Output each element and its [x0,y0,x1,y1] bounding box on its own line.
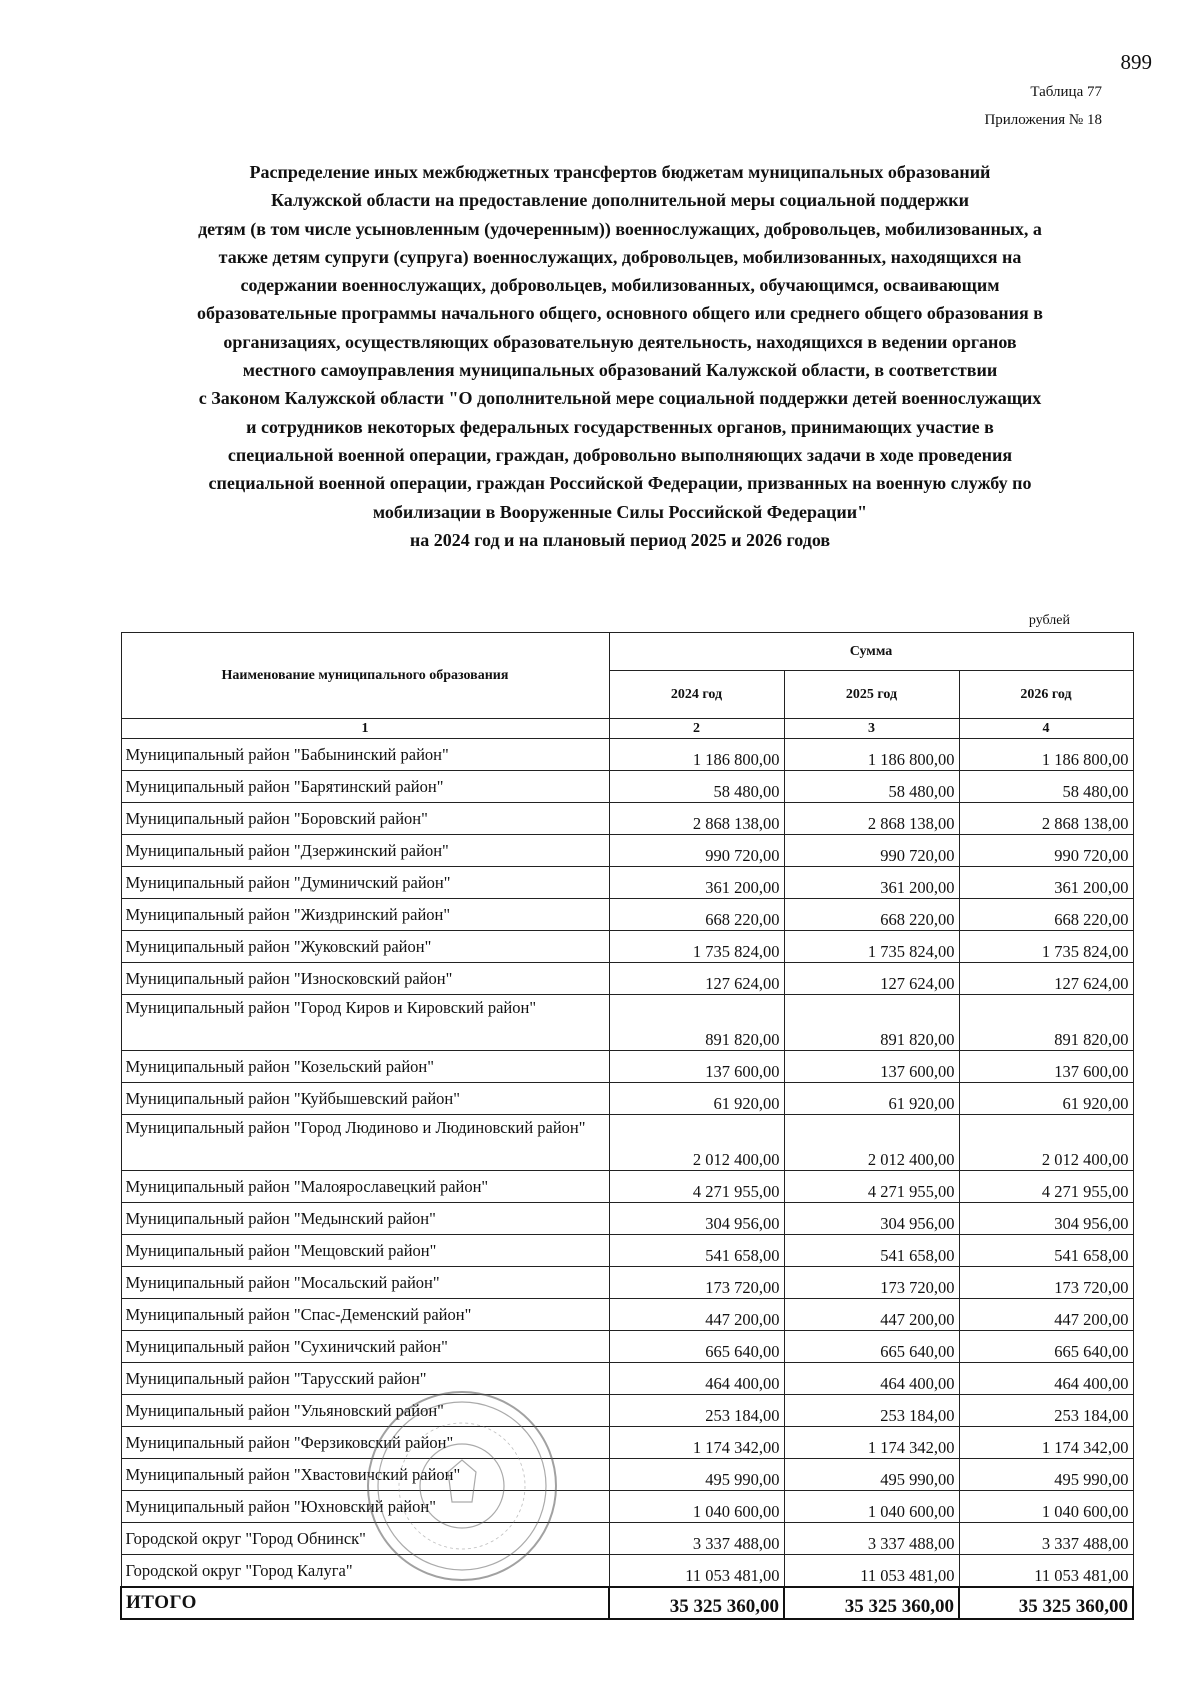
amount-2026: 668 220,00 [959,899,1133,931]
table-row [121,1523,1133,1555]
title-line: специальной военной операции, граждан, добровольно выполняющих задачи в ходе проведения [227,444,1013,465]
municipality-name: Муниципальный район "Бабынинский район" [121,739,609,771]
amount-2024: 11 053 481,00 [609,1555,784,1587]
title-line: образовательные программы начального общего, основного общего или среднего общего образования в [197,303,1043,324]
amount-2025: 668 220,00 [784,899,959,931]
table-row [121,867,1133,899]
total-2025: 35 325 360,00 [784,1587,959,1619]
amount-2026: 3 337 488,00 [959,1523,1133,1555]
amount-2025: 1 174 342,00 [784,1427,959,1459]
appendix-number: Приложения № 18 [984,112,1102,128]
amount-2024: 990 720,00 [609,835,784,867]
title-line: также детям супруги (супруга) военнослужащих, добровольцев, мобилизованных, находящихся на [218,246,1022,267]
page-number: 899 [1120,50,1152,74]
header-2025: 2025 год [784,671,959,719]
title-line: специальной военной операции, граждан Российской Федерации, призванных на военную службу по [208,473,1032,494]
municipality-name: Муниципальный район "Город Людиново и Людиновский район" [121,1115,609,1171]
amount-2026: 58 480,00 [959,771,1133,803]
table-row [121,803,1133,835]
header-2026: 2026 год [959,671,1133,719]
amount-2025: 137 600,00 [784,1051,959,1083]
units-label: рублей [1028,613,1070,628]
table-row [121,1395,1133,1427]
table-row [121,899,1133,931]
amount-2024: 4 271 955,00 [609,1171,784,1203]
table-row [121,1331,1133,1363]
amount-2025: 665 640,00 [784,1331,959,1363]
municipality-name: Муниципальный район "Жиздринский район" [121,899,609,931]
table-row [121,995,1133,1051]
amount-2025: 1 040 600,00 [784,1491,959,1523]
amount-2026: 541 658,00 [959,1235,1133,1267]
amount-2026: 304 956,00 [959,1203,1133,1235]
title-line: детям (в том числе усыновленным (удочеренным)) военнослужащих, добровольцев, мобилизованных, а [198,218,1042,239]
municipality-name: Городской округ "Город Обнинск" [121,1523,609,1555]
amount-2024: 361 200,00 [609,867,784,899]
amount-2024: 58 480,00 [609,771,784,803]
amount-2025: 2 012 400,00 [784,1115,959,1171]
amount-2025: 3 337 488,00 [784,1523,959,1555]
amount-2024: 1 040 600,00 [609,1491,784,1523]
municipality-name: Муниципальный район "Ферзиковский район" [121,1427,609,1459]
table-row [121,1235,1133,1267]
amount-2025: 173 720,00 [784,1267,959,1299]
amount-2026: 4 271 955,00 [959,1171,1133,1203]
municipality-name: Муниципальный район "Дзержинский район" [121,835,609,867]
municipality-name: Муниципальный район "Мещовский район" [121,1235,609,1267]
amount-2025: 127 624,00 [784,963,959,995]
amount-2025: 1 735 824,00 [784,931,959,963]
table-row [121,1171,1133,1203]
amount-2025: 4 271 955,00 [784,1171,959,1203]
amount-2025: 495 990,00 [784,1459,959,1491]
amount-2024: 253 184,00 [609,1395,784,1427]
amount-2024: 447 200,00 [609,1299,784,1331]
title-line: мобилизации в Вооруженные Силы Российской Федерации" [372,501,868,522]
amount-2025: 541 658,00 [784,1235,959,1267]
municipality-name: Муниципальный район "Мосальский район" [121,1267,609,1299]
amount-2026: 891 820,00 [959,995,1133,1051]
title-line: Калужской области на предоставление дополнительной меры социальной поддержки [270,190,970,211]
municipality-name: Муниципальный район "Хвастовичский район" [121,1459,609,1491]
amount-2024: 891 820,00 [609,995,784,1051]
amount-2025: 1 186 800,00 [784,739,959,771]
title-line: с Законом Калужской области "О дополнительной мере социальной поддержки детей военнослужащих [198,388,1042,409]
amount-2024: 1 735 824,00 [609,931,784,963]
table-row [121,1491,1133,1523]
title-line: местного самоуправления муниципальных образований Калужской области, в соответствии [242,360,998,381]
amount-2026: 1 186 800,00 [959,739,1133,771]
municipality-name: Муниципальный район "Козельский район" [121,1051,609,1083]
amount-2025: 58 480,00 [784,771,959,803]
amount-2024: 541 658,00 [609,1235,784,1267]
municipality-name: Муниципальный район "Медынский район" [121,1203,609,1235]
amount-2025: 304 956,00 [784,1203,959,1235]
amount-2024: 127 624,00 [609,963,784,995]
amount-2026: 665 640,00 [959,1331,1133,1363]
municipality-name: Муниципальный район "Сухиничский район" [121,1331,609,1363]
table-row [121,931,1133,963]
total-label: ИТОГО [121,1587,609,1619]
amount-2026: 990 720,00 [959,835,1133,867]
title-line: организациях, осуществляющих образовательную деятельность, находящихся в ведении органов [223,331,1017,352]
table-row [121,1459,1133,1491]
title-line: содержании военнослужащих, добровольцев, мобилизованных, обучающимся, осваивающим [240,275,1000,296]
amount-2026: 127 624,00 [959,963,1133,995]
municipality-name: Муниципальный район "Юхновский район" [121,1491,609,1523]
amount-2026: 173 720,00 [959,1267,1133,1299]
column-number: 3 [784,719,959,739]
municipality-name: Муниципальный район "Жуковский район" [121,931,609,963]
amount-2026: 61 920,00 [959,1083,1133,1115]
amount-2026: 464 400,00 [959,1363,1133,1395]
header-sum: Сумма [609,633,1133,671]
amount-2026: 447 200,00 [959,1299,1133,1331]
amount-2024: 3 337 488,00 [609,1523,784,1555]
municipality-name: Муниципальный район "Думиничский район" [121,867,609,899]
document-title [120,158,1120,554]
amount-2024: 665 640,00 [609,1331,784,1363]
table-row [121,739,1133,771]
table-row [121,771,1133,803]
municipality-name: Муниципальный район "Малоярославецкий район" [121,1171,609,1203]
total-row [121,1587,1133,1619]
municipality-name: Муниципальный район "Боровский район" [121,803,609,835]
column-number: 4 [959,719,1133,739]
amount-2025: 61 920,00 [784,1083,959,1115]
amount-2024: 2 012 400,00 [609,1115,784,1171]
amount-2026: 11 053 481,00 [959,1555,1133,1587]
table-row [121,1363,1133,1395]
amount-2026: 1 040 600,00 [959,1491,1133,1523]
amount-2025: 990 720,00 [784,835,959,867]
table-row [121,963,1133,995]
title-line: и сотрудников некоторых федеральных государственных органов, принимающих участие в [246,416,994,437]
municipality-name: Городской округ "Город Калуга" [121,1555,609,1587]
transfers-table [120,632,1134,1620]
table-row [121,835,1133,867]
amount-2024: 173 720,00 [609,1267,784,1299]
amount-2024: 2 868 138,00 [609,803,784,835]
table-number: Таблица 77 [1030,84,1102,100]
header-name: Наименование муниципального образования [121,633,609,719]
amount-2026: 2 868 138,00 [959,803,1133,835]
amount-2026: 253 184,00 [959,1395,1133,1427]
amount-2025: 891 820,00 [784,995,959,1051]
title-line: Распределение иных межбюджетных трансфертов бюджетам муниципальных образований [249,162,991,182]
amount-2024: 61 920,00 [609,1083,784,1115]
amount-2024: 137 600,00 [609,1051,784,1083]
municipality-name: Муниципальный район "Износковский район" [121,963,609,995]
amount-2024: 304 956,00 [609,1203,784,1235]
municipality-name: Муниципальный район "Ульяновский район" [121,1395,609,1427]
table-row [121,1555,1133,1587]
table-row [121,1267,1133,1299]
amount-2026: 137 600,00 [959,1051,1133,1083]
amount-2026: 2 012 400,00 [959,1115,1133,1171]
header-2024: 2024 год [609,671,784,719]
municipality-name: Муниципальный район "Спас-Деменский район" [121,1299,609,1331]
title-line: на 2024 год и на плановый период 2025 и 2026 годов [409,529,831,550]
amount-2024: 464 400,00 [609,1363,784,1395]
amount-2024: 1 174 342,00 [609,1427,784,1459]
municipality-name: Муниципальный район "Город Киров и Кировский район" [121,995,609,1051]
table-row [121,1427,1133,1459]
column-number: 1 [121,719,609,739]
municipality-name: Муниципальный район "Тарусский район" [121,1363,609,1395]
table-row [121,1203,1133,1235]
municipality-name: Муниципальный район "Барятинский район" [121,771,609,803]
total-2024: 35 325 360,00 [609,1587,784,1619]
amount-2025: 253 184,00 [784,1395,959,1427]
amount-2025: 464 400,00 [784,1363,959,1395]
amount-2024: 495 990,00 [609,1459,784,1491]
amount-2024: 668 220,00 [609,899,784,931]
table-row [121,1299,1133,1331]
amount-2025: 2 868 138,00 [784,803,959,835]
total-2026: 35 325 360,00 [959,1587,1133,1619]
amount-2026: 1 174 342,00 [959,1427,1133,1459]
amount-2025: 361 200,00 [784,867,959,899]
amount-2026: 495 990,00 [959,1459,1133,1491]
column-number: 2 [609,719,784,739]
amount-2025: 11 053 481,00 [784,1555,959,1587]
table-row [121,1051,1133,1083]
municipality-name: Муниципальный район "Куйбышевский район" [121,1083,609,1115]
amount-2024: 1 186 800,00 [609,739,784,771]
table-row [121,1115,1133,1171]
amount-2026: 361 200,00 [959,867,1133,899]
amount-2026: 1 735 824,00 [959,931,1133,963]
table-row [121,1083,1133,1115]
amount-2025: 447 200,00 [784,1299,959,1331]
